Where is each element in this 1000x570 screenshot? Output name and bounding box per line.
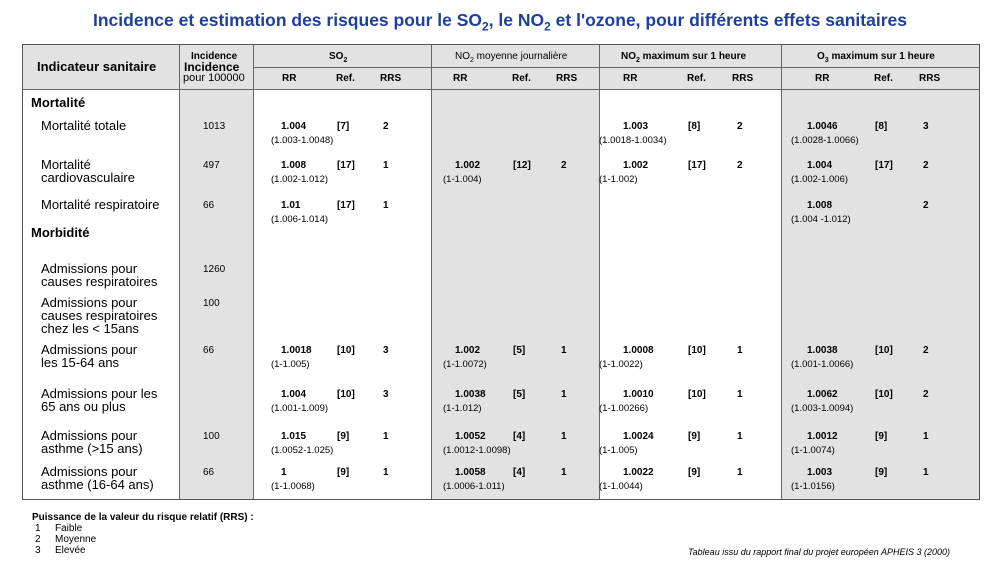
ref-header: Ref.	[687, 73, 706, 84]
no2h-ci-value: (1-1.0022)	[599, 359, 643, 370]
row-label: Admissions pour	[41, 428, 138, 443]
so2-rr-value: 1	[281, 467, 287, 478]
o3-hour-header: $O_3$ maximum sur 1 heure	[817, 51, 935, 64]
so2-ref-value: [10]	[337, 345, 355, 356]
o3-rrs-value: 1	[923, 431, 929, 442]
no2h-rr-value: 1.0008	[623, 345, 654, 356]
so2-ref-value: [9]	[337, 431, 350, 442]
no2h-ci-value: (1-1.0044)	[599, 481, 643, 492]
no2h-ci-value: (1-1.00266)	[599, 403, 649, 414]
no2d-rrs-value: 1	[561, 389, 567, 400]
o3-ref-value: [10]	[875, 389, 893, 400]
no2d-ref-value: [4]	[513, 431, 526, 442]
so2-rrs-value: 1	[383, 467, 389, 478]
o3-rrs-value: 2	[923, 389, 929, 400]
so2-ref-value: [9]	[337, 467, 350, 478]
so2-rr-value: 1.01	[281, 200, 301, 211]
no2d-ci-value: (1-1.004)	[443, 174, 482, 185]
page-title: Incidence et estimation des risques pour le $SO_2$, le $NO_2$ et l'ozone, pour différents effets sanitaires	[93, 10, 907, 34]
so2-ci-value: (1.003-1.0048)	[271, 135, 334, 146]
section-morbidity: Morbidité	[31, 225, 90, 240]
section-mortality: Mortalité	[31, 95, 86, 110]
o3-rr-value: 1.003	[807, 467, 833, 478]
so2-rr-value: 1.004	[281, 121, 307, 132]
grid-line	[781, 45, 782, 499]
row-label: les 15-64 ans	[41, 355, 120, 370]
so2-rrs-value: 3	[383, 345, 389, 356]
incidence-value: 100	[203, 298, 220, 309]
so2-rr-value: 1.008	[281, 160, 307, 171]
no2h-rrs-value: 1	[737, 467, 743, 478]
o3-ref-value: [9]	[875, 431, 888, 442]
so2-rr-value: 1.004	[281, 389, 307, 400]
o3-ci-value: (1-1.0156)	[791, 481, 835, 492]
source-note: Tableau issu du rapport final du projet européen APHEIS 3 (2000)	[688, 547, 951, 557]
no2d-rr-value: 1.002	[455, 160, 481, 171]
so2-ci-value: (1.0052-1.025)	[271, 445, 334, 456]
o3-ref-value: [8]	[875, 121, 888, 132]
incidence-value: 66	[203, 345, 215, 356]
footnote-text: Faible	[55, 523, 83, 534]
rr-header: RR	[623, 73, 638, 84]
ref-header: Ref.	[336, 73, 355, 84]
no2h-rr-value: 1.002	[623, 160, 649, 171]
row-label: 65 ans ou plus	[41, 399, 126, 414]
footnote-number: 2	[35, 534, 41, 545]
no2-hour-header: $NO_2$ maximum sur 1 heure	[621, 51, 747, 64]
row-label: asthme (>15 ans)	[41, 441, 143, 456]
so2-rrs-value: 3	[383, 389, 389, 400]
no2d-ref-value: [5]	[513, 345, 526, 356]
o3-rrs-value: 1	[923, 467, 929, 478]
no2d-rrs-value: 1	[561, 467, 567, 478]
no2d-ref-value: [4]	[513, 467, 526, 478]
so2-ref-value: [17]	[337, 200, 355, 211]
no2d-ref-value: [12]	[513, 160, 531, 171]
o3-rrs-value: 2	[923, 200, 929, 211]
row-label: causes respiratoires	[41, 308, 158, 323]
so2-ref-value: [17]	[337, 160, 355, 171]
rrs-header: RRS	[732, 73, 754, 84]
no2h-rr-value: 1.003	[623, 121, 649, 132]
rrs-header: RRS	[380, 73, 402, 84]
o3-ci-value: (1.002-1.006)	[791, 174, 849, 185]
so2-rrs-value: 2	[383, 121, 389, 132]
no2h-rrs-value: 1	[737, 389, 743, 400]
no2h-ci-value: (1-1.005)	[599, 445, 638, 456]
no2d-rr-value: 1.0058	[455, 467, 486, 478]
risk-table	[22, 44, 980, 500]
o3-ci-value: (1.004 -1.012)	[791, 214, 851, 225]
no2h-ref-value: [9]	[688, 431, 701, 442]
grid-line	[431, 45, 432, 499]
so2-header: $SO_2$	[329, 51, 348, 64]
rrs-header: RRS	[919, 73, 941, 84]
grid-line	[179, 45, 180, 499]
o3-ref-value: [10]	[875, 345, 893, 356]
o3-ci-value: (1.001-1.0066)	[791, 359, 854, 370]
so2-ci-value: (1-1.005)	[271, 359, 310, 370]
o3-rrs-value: 2	[923, 345, 929, 356]
so2-ref-value: [7]	[337, 121, 350, 132]
grid-line	[23, 89, 979, 90]
no2h-ref-value: [10]	[688, 389, 706, 400]
row-label: Mortalité	[41, 157, 91, 172]
footnote-text: Elevée	[55, 545, 86, 556]
rr-header: RR	[282, 73, 297, 84]
o3-rr-value: 1.008	[807, 200, 833, 211]
row-label: asthme (16-64 ans)	[41, 477, 154, 492]
no2h-rr-value: 1.0010	[623, 389, 654, 400]
grid-line	[253, 67, 979, 68]
o3-rr-value: 1.0046	[807, 121, 838, 132]
o3-ci-value: (1.0028-1.0066)	[791, 135, 859, 146]
so2-rrs-value: 1	[383, 200, 389, 211]
no2d-ci-value: (1-1.012)	[443, 403, 482, 414]
rrs-header: RRS	[556, 73, 578, 84]
so2-rr-value: 1.0018	[281, 345, 312, 356]
so2-ci-value: (1-1.0068)	[271, 481, 315, 492]
incidence-value: 1260	[203, 264, 226, 275]
rr-header: RR	[453, 73, 468, 84]
no2d-ci-value: (1.0006-1.011)	[443, 481, 505, 492]
no2d-ci-value: (1-1.0072)	[443, 359, 487, 370]
no2d-rrs-value: 2	[561, 160, 567, 171]
no2h-rr-value: 1.0022	[623, 467, 654, 478]
so2-rrs-value: 1	[383, 160, 389, 171]
no2h-ref-value: [8]	[688, 121, 701, 132]
no2d-rr-value: 1.002	[455, 345, 481, 356]
no2d-rr-value: 1.0038	[455, 389, 486, 400]
no2h-rrs-value: 1	[737, 345, 743, 356]
grid-line	[599, 45, 600, 499]
row-label: Admissions pour	[41, 464, 138, 479]
so2-rrs-value: 1	[383, 431, 389, 442]
row-label: Mortalité respiratoire	[41, 197, 160, 212]
no2d-rrs-value: 1	[561, 431, 567, 442]
row-label: Admissions pour	[41, 261, 138, 276]
o3-ci-value: (1-1.0074)	[791, 445, 835, 456]
ref-header: Ref.	[874, 73, 893, 84]
no2h-rrs-value: 2	[737, 160, 743, 171]
so2-ref-value: [10]	[337, 389, 355, 400]
footnote-text: Moyenne	[55, 534, 97, 545]
o3-rrs-value: 2	[923, 160, 929, 171]
footnote-number: 1	[35, 523, 41, 534]
o3-rrs-value: 3	[923, 121, 929, 132]
row-label: causes respiratoires	[41, 274, 158, 289]
row-label: Admissions pour	[41, 342, 138, 357]
indicator-header: Indicateur sanitaire	[37, 59, 157, 74]
no2d-rr-value: 1.0052	[455, 431, 486, 442]
row-label: Mortalité totale	[41, 118, 127, 133]
incidence-value: 497	[203, 160, 220, 171]
no2h-ref-value: [10]	[688, 345, 706, 356]
ref-header: Ref.	[512, 73, 531, 84]
footnote-title: Puissance de la valeur du risque relatif (RRS) :	[32, 512, 254, 523]
o3-rr-value: 1.0038	[807, 345, 838, 356]
row-label: Admissions pour	[41, 295, 138, 310]
footnote-number: 3	[35, 545, 41, 556]
row-label: chez les < 15ans	[41, 321, 139, 336]
so2-ci-value: (1.001-1.009)	[271, 403, 329, 414]
incidence-value: 100	[203, 431, 220, 442]
no2d-ci-value: (1.0012-1.0098)	[443, 445, 511, 456]
no2h-ref-value: [9]	[688, 467, 701, 478]
incidence-header: Incidence	[191, 51, 238, 62]
no2h-ci-value: (1.0018-1.0034)	[599, 135, 667, 146]
o3-ref-value: [9]	[875, 467, 888, 478]
incidence-value: 1013	[203, 121, 226, 132]
no2h-rrs-value: 1	[737, 431, 743, 442]
o3-rr-value: 1.0012	[807, 431, 838, 442]
incidence-header-repeat: Incidence	[184, 60, 240, 74]
incidence-value: 66	[203, 200, 215, 211]
no2d-ref-value: [5]	[513, 389, 526, 400]
no2h-ci-value: (1-1.002)	[599, 174, 638, 185]
o3-rr-value: 1.004	[807, 160, 833, 171]
row-label: Admissions pour les	[41, 386, 158, 401]
o3-ref-value: [17]	[875, 160, 893, 171]
incidence-value: 66	[203, 467, 215, 478]
o3-rr-value: 1.0062	[807, 389, 838, 400]
no2h-rrs-value: 2	[737, 121, 743, 132]
row-label: cardiovasculaire	[41, 170, 135, 185]
no2h-rr-value: 1.0024	[623, 431, 654, 442]
no2-day-header: $NO_2$ moyenne journalière	[455, 51, 568, 64]
so2-rr-value: 1.015	[281, 431, 307, 442]
o3-ci-value: (1.003-1.0094)	[791, 403, 854, 414]
so2-ci-value: (1.002-1.012)	[271, 174, 329, 185]
rr-header: RR	[815, 73, 830, 84]
no2h-ref-value: [17]	[688, 160, 706, 171]
grid-line	[253, 45, 254, 499]
no2d-rrs-value: 1	[561, 345, 567, 356]
incidence-unit-header: pour 100000	[183, 72, 245, 84]
so2-ci-value: (1.006-1.014)	[271, 214, 329, 225]
